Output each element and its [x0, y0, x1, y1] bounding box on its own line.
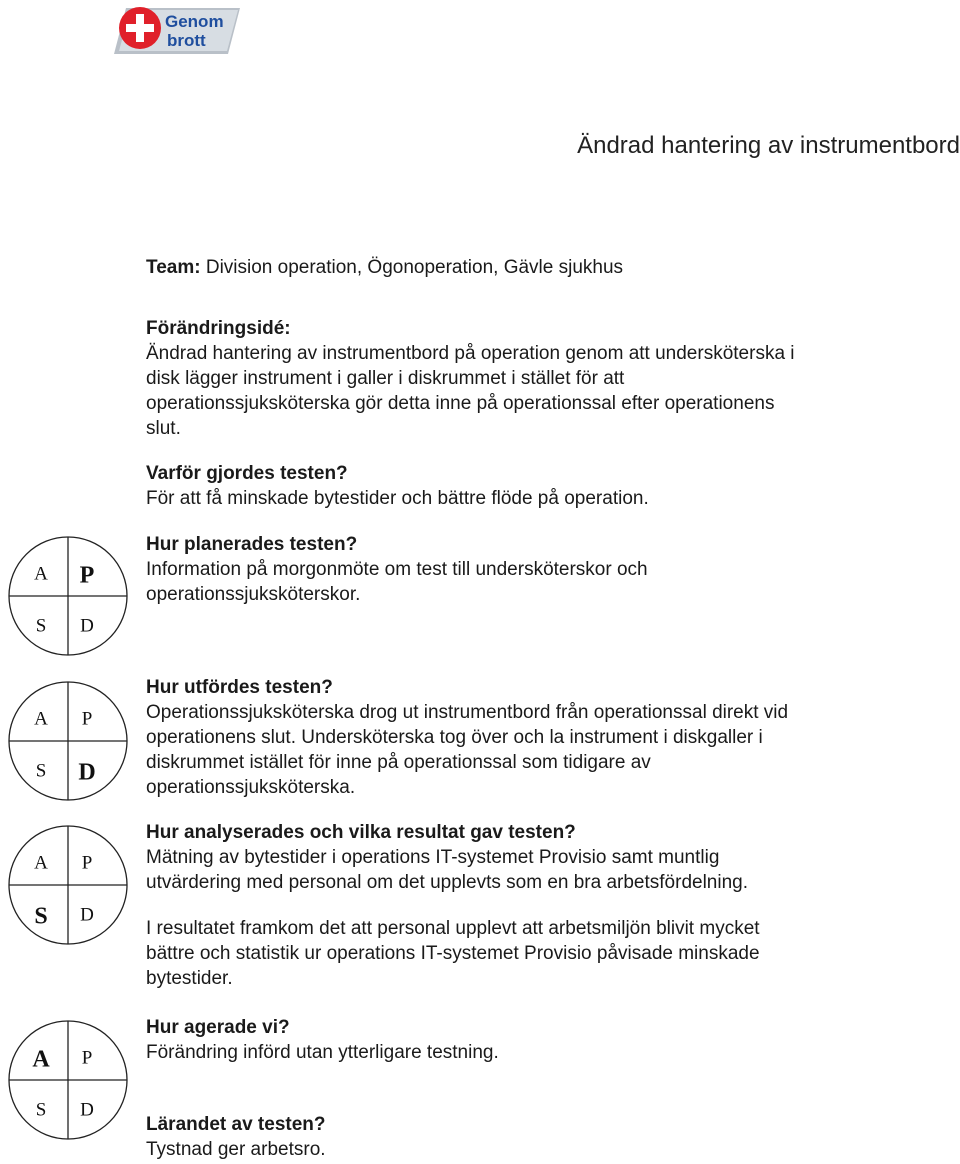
- change-idea-line: operationssjuksköterska gör detta inne på operationssal efter operationens: [146, 393, 775, 414]
- do-question: Hur utfördes testen?: [146, 677, 333, 698]
- logo-line2: brott: [167, 31, 206, 50]
- study-answer-line: Mätning av bytestider i operations IT-systemet Provisio samt muntlig: [146, 847, 720, 868]
- do-answer-line: diskrummet istället för inne på operationssal som tidigare av: [146, 752, 651, 773]
- study-result-line: bytestider.: [146, 968, 233, 989]
- pdsa-letter-a: A: [34, 852, 48, 874]
- pdsa-letter-p: P: [81, 852, 93, 874]
- logo-line1: Genom: [165, 12, 224, 31]
- pdsa-letter-d: D: [80, 1099, 94, 1121]
- pdsa-circle-act: [8, 1020, 128, 1140]
- why-question: Varför gjordes testen?: [146, 463, 348, 484]
- do-section: [146, 675, 788, 800]
- act-answer: Förändring införd utan ytterligare testning.: [146, 1042, 499, 1063]
- pdsa-circle-plan: [8, 536, 128, 656]
- learning-answer: Tystnad ger arbetsro.: [146, 1139, 326, 1160]
- genombrott-logo: [112, 0, 244, 56]
- plan-section: [146, 532, 648, 607]
- team-value: Division operation, Ögonoperation, Gävle sjukhus: [205, 257, 624, 278]
- study-result-line: I resultatet framkom det att personal upplevt att arbetsmiljön blivit mycket: [146, 918, 760, 939]
- pdsa-circle-do: [8, 681, 128, 801]
- pdsa-diagram: [8, 825, 128, 945]
- pdsa-diagram: [8, 1020, 128, 1140]
- act-section: [146, 1015, 499, 1065]
- pdsa-diagram: [8, 681, 128, 801]
- pdsa-letter-p: P: [81, 1047, 93, 1069]
- pdsa-circle-study: [8, 825, 128, 945]
- pdsa-letter-d: D: [80, 904, 94, 926]
- change-idea-line: slut.: [146, 418, 181, 439]
- study-question: Hur analyserades och vilka resultat gav testen?: [146, 822, 576, 843]
- study-section: [146, 820, 748, 895]
- study-result-line: bättre och statistik ur operations IT-systemet Provisio påvisade minskade: [146, 943, 760, 964]
- pdsa-letter-a: A: [32, 1046, 50, 1073]
- study-result: [146, 916, 760, 991]
- why-section: [146, 461, 649, 511]
- learning-question: Lärandet av testen?: [146, 1114, 326, 1135]
- do-answer-line: operationssjuksköterska.: [146, 777, 356, 798]
- pdsa-letter-a: A: [34, 563, 48, 585]
- pdsa-letter-s: S: [35, 1099, 47, 1121]
- pdsa-letter-d: D: [78, 759, 96, 786]
- plan-question: Hur planerades testen?: [146, 534, 358, 555]
- plan-answer-line: Information på morgonmöte om test till undersköterskor och: [146, 559, 648, 580]
- plan-answer-line: operationssjuksköterskor.: [146, 584, 361, 605]
- change-idea-line: disk lägger instrument i galler i diskrummet i stället för att: [146, 368, 625, 389]
- learning-section: [146, 1112, 326, 1162]
- change-idea-heading: Förändringsidé:: [146, 318, 291, 339]
- pdsa-letter-d: D: [80, 615, 94, 637]
- change-idea-section: [146, 316, 795, 441]
- team-label: Team:: [146, 257, 201, 278]
- team-section: [146, 255, 623, 280]
- do-answer-line: operationens slut. Undersköterska tog över och la instrument i diskgaller i: [146, 727, 763, 748]
- act-question: Hur agerade vi?: [146, 1017, 290, 1038]
- pdsa-diagram: [8, 536, 128, 656]
- do-answer-line: Operationssjuksköterska drog ut instrumentbord från operationssal direkt vid: [146, 702, 789, 723]
- pdsa-letter-p: P: [81, 708, 93, 730]
- pdsa-letter-s: S: [35, 615, 47, 637]
- pdsa-letter-a: A: [34, 708, 48, 730]
- pdsa-letter-s: S: [34, 903, 48, 930]
- why-answer: För att få minskade bytestider och bättre flöde på operation.: [146, 488, 649, 509]
- pdsa-letter-p: P: [79, 562, 95, 589]
- page-title: Ändrad hantering av instrumentbord: [577, 132, 960, 159]
- change-idea-line: Ändrad hantering av instrumentbord på operation genom att undersköterska i: [146, 343, 795, 364]
- pdsa-letter-s: S: [35, 760, 47, 782]
- study-answer-line: utvärdering med personal om det upplevts som en bra arbetsfördelning.: [146, 872, 749, 893]
